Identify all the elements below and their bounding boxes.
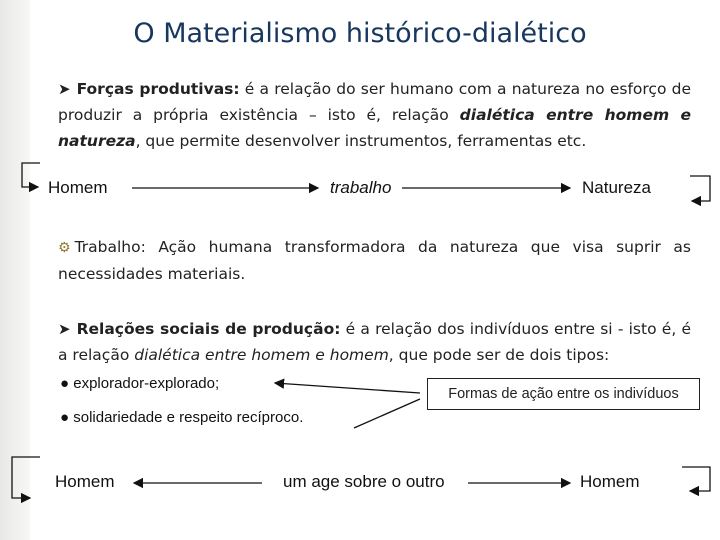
term-trabalho: Trabalho: xyxy=(74,238,146,256)
list-item-label: explorador-explorado; xyxy=(73,375,220,392)
italic-phrase: dialética entre homem e homem xyxy=(134,346,389,364)
bracket-left-1 xyxy=(22,163,40,187)
line-box-to-solidariedade xyxy=(354,399,420,428)
italic-phrase: dialética entre homem e natureza xyxy=(58,106,692,150)
label-um-age-sobre-o-outro: um age sobre o outro xyxy=(283,472,445,491)
bullet-dot-icon: ● xyxy=(60,409,70,426)
bracket-right-1 xyxy=(690,176,710,201)
text-part: é a relação dos indivíduos entre si - isto é, é a relação xyxy=(58,320,691,364)
label-homem-2-left: Homem xyxy=(55,472,115,491)
list-item-label: solidariedade e respeito recíproco. xyxy=(73,409,304,426)
term-forcas-produtivas: Forças produtivas: xyxy=(76,80,240,98)
bracket-left-2 xyxy=(12,457,40,498)
arrowhead-bullet-icon: ➤ xyxy=(58,80,71,98)
page-title: O Materialismo histórico-dialético xyxy=(133,18,587,49)
arrowhead-bullet-icon: ➤ xyxy=(58,320,71,338)
text-part: , que pode ser de dois tipos: xyxy=(388,346,610,364)
text-part: é a relação do ser humano com a natureza no esforço de produzir a própria existência – isto é, relação xyxy=(58,80,692,124)
formas-de-acao-box: Formas de ação entre os indivíduos xyxy=(427,378,700,410)
term-relacoes-sociais: Relações sociais de produção: xyxy=(76,320,341,338)
arrow-to-explorador xyxy=(275,383,420,393)
label-natureza: Natureza xyxy=(582,178,651,197)
bullet-dot-icon: ● xyxy=(60,375,70,392)
text-part: Ação humana transformadora da natureza que visa suprir as necessidades materiais. xyxy=(58,238,691,283)
label-homem-1: Homem xyxy=(48,178,108,197)
label-homem-2-right: Homem xyxy=(580,472,640,491)
bracket-right-2 xyxy=(682,467,710,491)
text-part: , que permite desenvolver instrumentos, ferramentas etc. xyxy=(135,132,587,150)
gear-icon: ⚙ xyxy=(58,240,71,256)
label-trabalho: trabalho xyxy=(330,178,392,197)
